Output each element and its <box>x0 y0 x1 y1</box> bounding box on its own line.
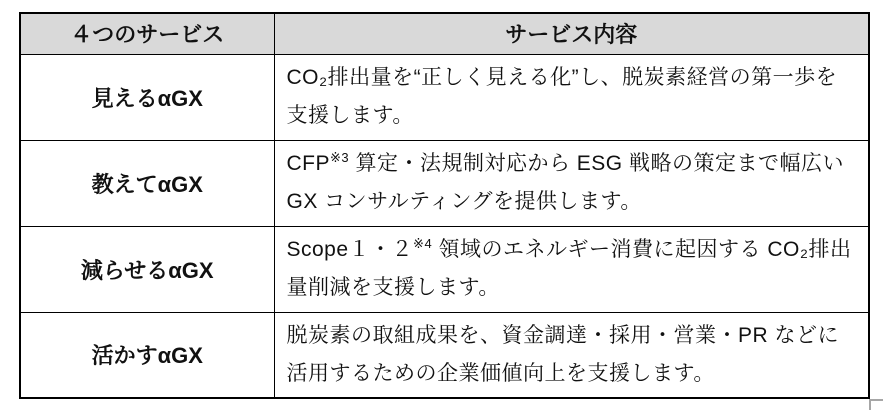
header-description-column: サービス内容 <box>274 13 869 54</box>
service-description: CFP$^{※3}$ 算定・法規制対応から ESG 戦略の策定まで幅広い GX コンサルティングを提供します。 <box>274 140 869 226</box>
service-name: 減らせるαGX <box>20 226 274 312</box>
table-row <box>20 140 869 226</box>
service-name: 教えてαGX <box>20 140 274 226</box>
adjacent-element-corner-mark <box>869 399 883 410</box>
table-row <box>20 226 869 312</box>
table-header-row <box>20 13 869 54</box>
service-name: 見えるαGX <box>20 54 274 140</box>
table-row <box>20 312 869 398</box>
table-row <box>20 54 869 140</box>
service-description: 脱炭素の取組成果を、資金調達・採用・営業・PR などに活用するための企業価値向上を支援します。 <box>274 312 869 398</box>
service-description: CO₂排出量を“正しく見える化”し、脱炭素経営の第一歩を支援します。 <box>274 54 869 140</box>
service-description: Scope１・２$^{※4}$ 領域のエネルギー消費に起因する CO₂排出量削減を支援します。 <box>274 226 869 312</box>
header-services-column: ４つのサービス <box>20 13 274 54</box>
service-name: 活かすαGX <box>20 312 274 398</box>
services-table <box>19 12 870 399</box>
